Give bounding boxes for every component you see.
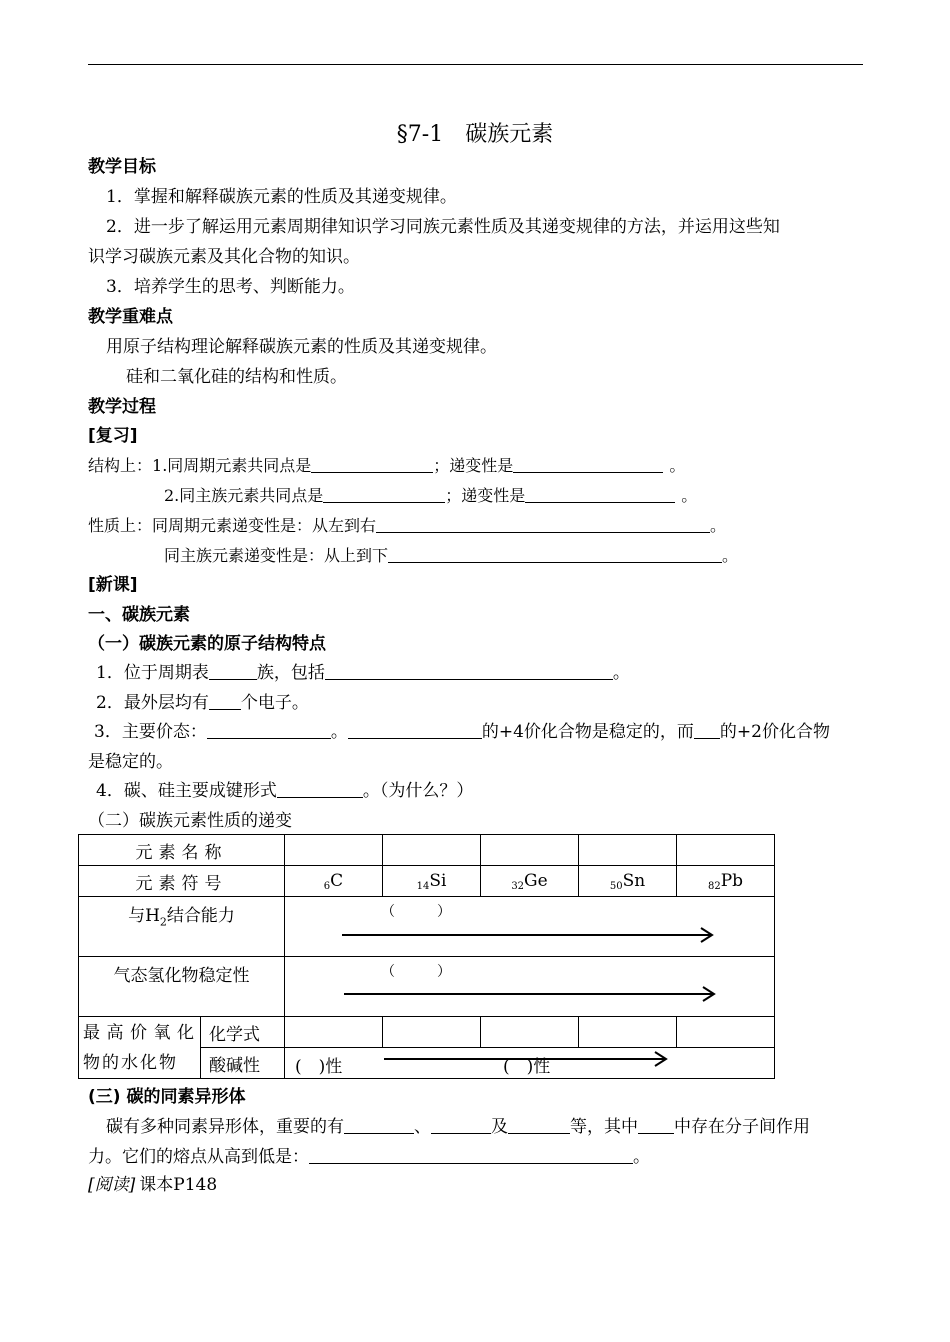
a1-text: 碳有多种同素异形体，重要的有 [106,1117,344,1137]
cell[interactable] [481,1017,579,1048]
focus-1: 用原子结构理论解释碳族元素的性质及其递变规律。 [106,337,497,357]
struct-label: 结构上： [88,456,153,475]
blank[interactable] [311,455,433,473]
cell[interactable] [481,835,579,866]
element-symbol: $_{32}$Ge [481,866,579,897]
period: 。 [612,663,630,683]
blank[interactable] [348,721,482,739]
blank[interactable] [207,721,331,739]
a1-text-d: 等，其中 [570,1117,638,1137]
blank[interactable] [277,780,363,798]
cell[interactable] [677,835,775,866]
goal-1: 1．掌握和解释碳族元素的性质及其递变规律。 [106,187,457,207]
period: 。 [722,546,739,565]
goal-2a: 2．进一步了解运用元素周期律知识学习同族元素性质及其递变规律的方法，并运用这些知 [106,217,780,237]
blank[interactable] [513,455,663,473]
focus-2: 硅和二氧化硅的结构和性质。 [126,367,347,387]
blank[interactable] [525,485,675,503]
blank[interactable] [388,545,722,563]
allotrope-line-2 [88,1146,650,1168]
period: 。 [669,456,686,475]
a2-text: 力。它们的熔点从高到低是： [88,1147,309,1167]
prop-2-text: 同主族元素递变性是：从上到下 [164,546,389,565]
cell[interactable] [677,1017,775,1048]
question-1 [96,662,630,684]
blank[interactable] [309,1146,633,1164]
prop-1-text: 同周期元素递变性是：从左到右 [152,516,377,535]
page-title: §7-1 碳族元素 [396,122,554,147]
q4-text-b: 。（为什么？） [362,781,474,801]
q4-text-a: 4．碳、硅主要成键形式 [96,781,277,801]
question-4 [96,780,473,802]
blank[interactable] [431,1116,491,1134]
cell[interactable] [579,835,677,866]
blank[interactable] [323,485,445,503]
blank[interactable] [344,1116,414,1134]
struct-1-text: 1.同周期元素共同点是 [152,456,312,475]
allotrope-heading: (三) 碳的同素异形体 [88,1087,246,1107]
review-struct-1 [88,455,685,477]
row-label-name: 元素名称 [79,835,285,866]
element-symbol: $_{14}$Si [383,866,481,897]
blank[interactable] [376,515,710,533]
question-2 [96,692,309,714]
q3-text-c: 的+4价化合物是稳定的，而 [481,722,694,742]
cell[interactable] [579,1017,677,1048]
reading-tag: [阅读] [88,1175,136,1195]
newlesson-tag: [新课] [88,575,138,595]
acid-left[interactable]: ( )性 [295,1057,343,1077]
q2-text-a: 2．最外层均有 [96,693,209,713]
period: 。 [633,1147,650,1167]
goal-2b: 识学习碳族元素及其化合物的知识。 [88,247,360,267]
header-rule [88,64,863,65]
q1-text-b: 族，包括 [256,663,325,683]
section-1-heading: 一、碳族元素 [88,605,190,625]
cell[interactable] [285,835,383,866]
period: 。 [681,486,698,505]
sub-2-heading: （二）碳族元素性质的递变 [88,811,292,831]
goal-3: 3．培养学生的思考、判断能力。 [106,277,355,297]
row-label-symbol: 元素符号 [79,866,285,897]
reading-text: 课本P148 [139,1175,218,1195]
element-symbol: $_6$C [285,866,383,897]
q3-text-d: 的+2价化合物 [719,722,830,742]
prop-label: 性质上： [88,516,153,535]
q1-text-a: 1．位于周期表 [96,663,209,683]
acidity-label: 酸碱性 [201,1048,285,1079]
a1-text-e: 中存在分子间作用 [674,1117,810,1137]
question-3-cont: 是稳定的。 [88,752,173,772]
q2-text-b: 个电子。 [240,693,309,713]
allotrope-line-1 [106,1116,810,1138]
trend-arrow [340,925,720,945]
review-prop-1 [88,515,726,537]
process-heading: 教学过程 [88,397,156,417]
struct-2-text: 2.同主族元素共同点是 [164,486,324,505]
row-label-hydride: 气态氢化物稳定性 [79,957,285,1017]
trend-label: ；递变性是 [433,456,514,475]
a1-and: 及 [491,1117,508,1137]
trend-label: ；递变性是 [445,486,526,505]
trend-arrow [382,1049,672,1069]
blank[interactable] [209,692,241,710]
focus-heading: 教学重难点 [88,307,173,327]
question-3 [94,721,830,743]
a1-sep: 、 [414,1117,431,1137]
q3-text-a: 3．主要价态： [94,722,207,742]
cell[interactable] [383,835,481,866]
trend-arrow [342,984,722,1004]
blank[interactable] [508,1116,570,1134]
row-label-oxide: 最高价氧化物的水化物 [79,1017,201,1079]
formula-label: 化学式 [201,1017,285,1048]
blank[interactable] [638,1116,674,1134]
goals-heading: 教学目标 [88,157,156,177]
review-struct-2 [164,485,697,507]
review-tag: [复习] [88,426,138,446]
cell[interactable] [285,1017,383,1048]
blank[interactable] [694,721,720,739]
element-symbol: $_{82}$Pb [677,866,775,897]
period: 。 [710,516,727,535]
blank[interactable] [209,662,257,680]
reading-line [88,1174,217,1196]
paren-blank[interactable]: （ ） [381,964,451,980]
acid-right[interactable]: ( )性 [503,1057,551,1077]
cell[interactable] [383,1017,481,1048]
paren-blank[interactable]: （ ） [381,904,451,920]
properties-table [78,834,775,1079]
blank[interactable] [325,662,613,680]
row-label-h2: 与$H_2$结合能力 [79,897,285,957]
sub-1-heading: （一）碳族元素的原子结构特点 [88,634,326,654]
review-prop-2 [164,545,738,567]
q3-text-b: 。 [330,722,348,742]
element-symbol: $_{50}$Sn [579,866,677,897]
